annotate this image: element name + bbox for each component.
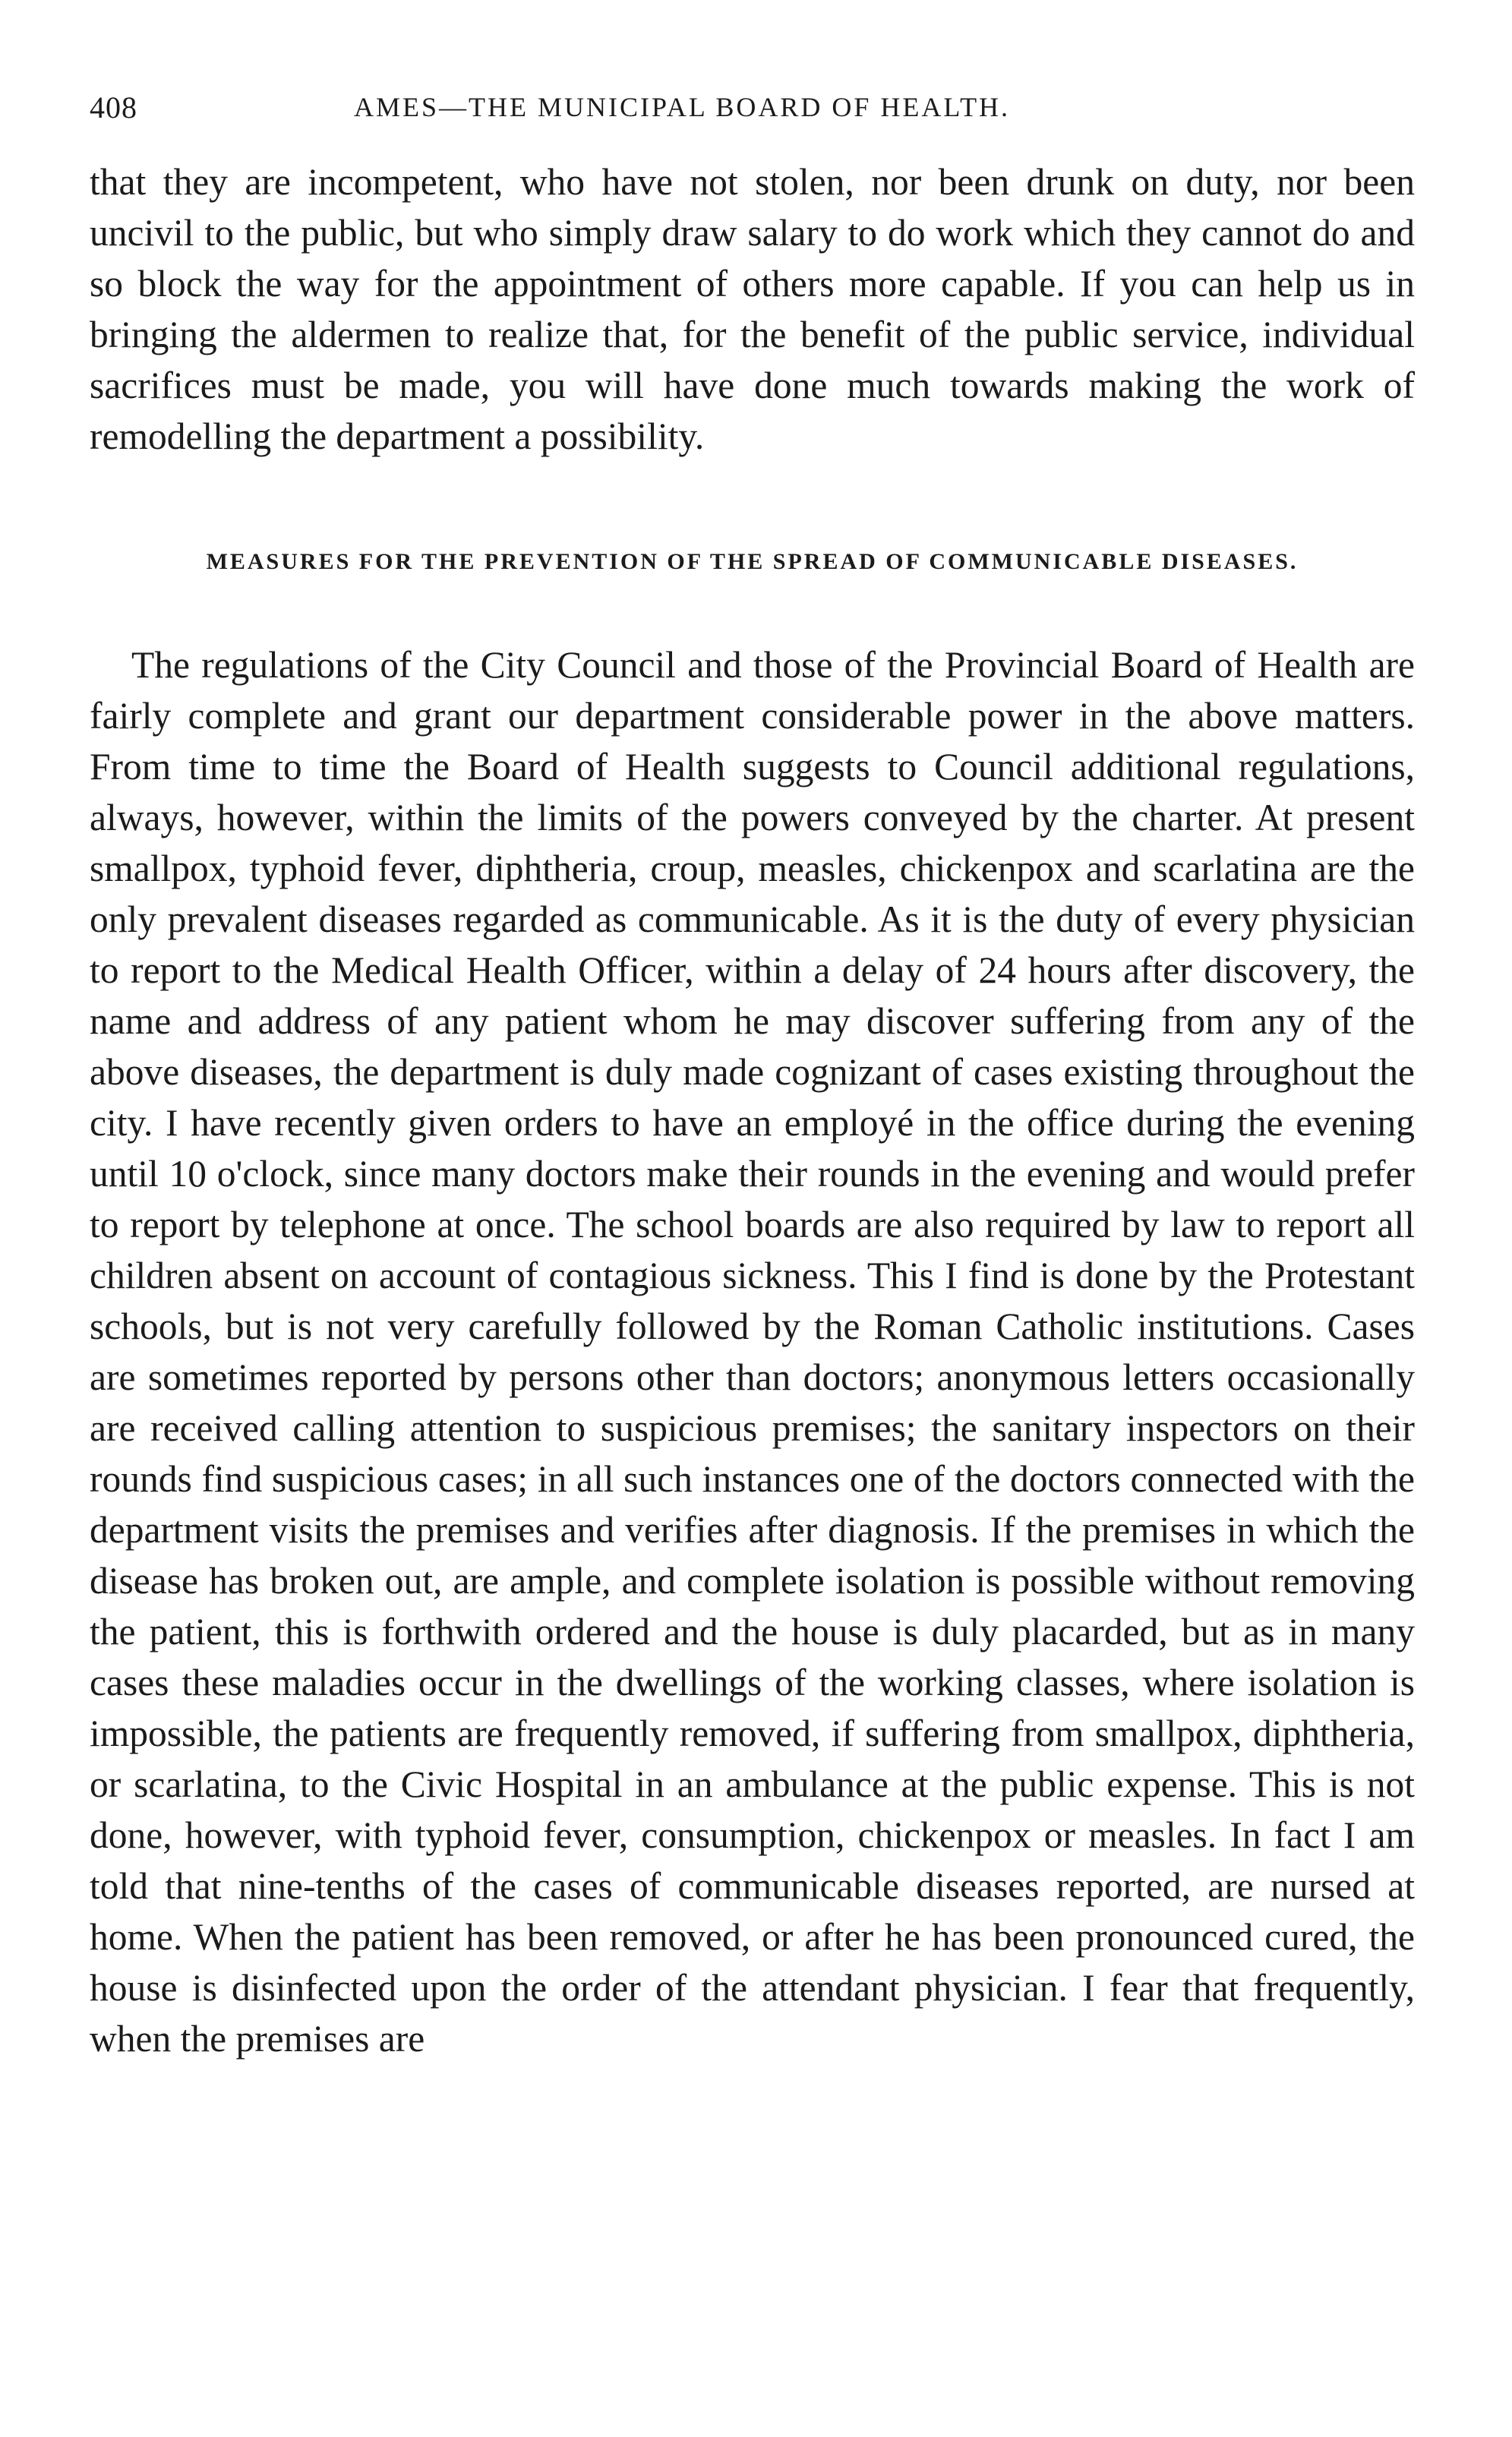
running-title: AMES—THE MUNICIPAL BOARD OF HEALTH.	[354, 92, 1011, 122]
running-head	[90, 90, 1415, 135]
section-heading: MEASURES FOR THE PREVENTION OF THE SPREAD OF COMMUNICABLE DISEASES.	[206, 549, 1299, 574]
paragraph-regulations: The regulations of the City Council and those of the Provincial Board of Health are fairly complete and grant our department considerable power in the above matters. From time to time the Board of Health suggests to Council additional regulations, always, however, within the limits of the powers conveyed by the charter. At present smallpox, typhoid fever, diphtheria, croup, measles, chickenpox and scarlatina are the only prevalent diseases regarded as communicable. As it is the duty of every physician to report to the Medical Health Officer, within a delay of 24 hours after discovery, the name and address of any patient whom he may discover suffering from any of the above diseases, the department is duly made cognizant of cases existing throughout the city. I have recently given orders to have an employé in the office during the evening until 10 o'clock, since many doctors make their rounds in the evening and would prefer to report by telephone at once. The school boards are also required by law to report all children absent on account of contagious sickness. This I find is done by the Protestant schools, but is not very carefully followed by the Roman Catholic institutions. Cases are sometimes reported by persons other than doctors; anonymous letters occasionally are received calling attention to suspicious premises; the sanitary inspectors on their rounds find suspicious cases; in all such instances one of the doctors connected with the department visits the premises and verifies after diagnosis. If the premises in which the disease has broken out, are ample, and complete isolation is possible without removing the patient, this is forthwith ordered and the house is duly placarded, but as in many cases these maladies occur in the dwellings of the working classes, where isolation is impossible, the patients are frequently removed, if suffering from smallpox, diphtheria, or scarlatina, to the Civic Hospital in an ambulance at the public expense. This is not done, however, with typhoid fever, consumption, chickenpox or measles. In fact I am told that nine-tenths of the cases of communicable diseases reported, are nursed at home. When the patient has been removed, or after he has been pronounced cured, the house is disinfected upon the order of the attendant physician. I fear that frequently, when the premises are	[90, 644, 1415, 2060]
paragraph-continuation: that they are incompetent, who have not stolen, nor been drunk on duty, nor been uncivil to the public, but who simply draw salary to do work which they cannot do and so block the way for the appointment of others more capable. If you can help us in bringing the aldermen to realize that, for the benefit of the public service, individual sacrifices must be made, you will have done much towards making the work of remodelling the department a possibility.	[90, 161, 1415, 457]
page-number: 408	[90, 90, 137, 125]
